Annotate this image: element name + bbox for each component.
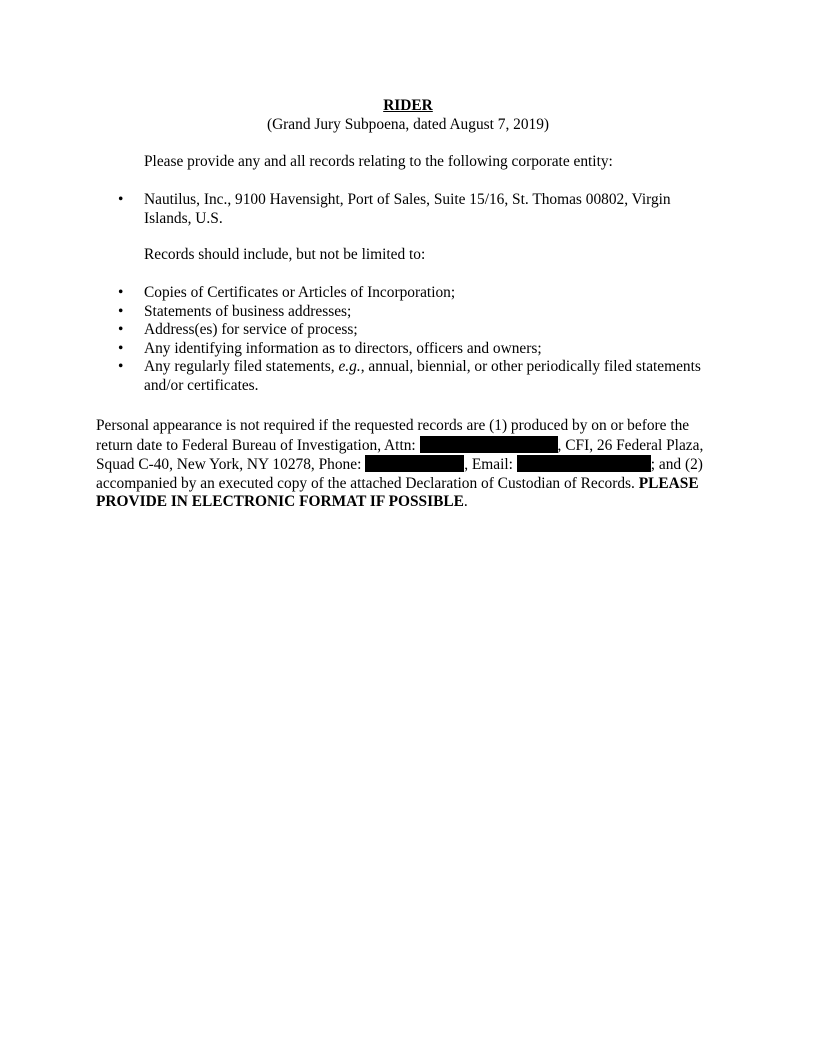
record-text bbox=[144, 358, 701, 394]
record-text: Copies of Certificates or Articles of Incorporation; bbox=[144, 284, 456, 301]
list-item bbox=[0, 191, 704, 228]
bullet-icon: • bbox=[118, 339, 124, 357]
bullet-icon: • bbox=[118, 284, 124, 301]
record-text-before: Any regularly filed statements, bbox=[144, 358, 339, 376]
closing-text-3: , Email: bbox=[464, 456, 517, 474]
bullet-icon: • bbox=[118, 302, 124, 320]
list-item bbox=[0, 340, 704, 359]
closing-text-2: , CFI, 26 Federal Plaza, Squad C-40, New York, NY 10278, Phone: bbox=[96, 436, 704, 474]
record-text: Any identifying information as to directors, officers and owners; bbox=[144, 339, 542, 357]
bullet-icon: • bbox=[118, 321, 124, 339]
list-item bbox=[0, 358, 704, 395]
entity-text: Nautilus, Inc., 9100 Havensight, Port of Sales, Suite 15/16, St. Thomas 00802, Virgin Islands, U.S. bbox=[144, 191, 671, 227]
record-text-emph: e.g. bbox=[338, 358, 361, 376]
list-item bbox=[0, 284, 704, 303]
electronic-format-notice: PLEASE PROVIDE IN ELECTRONIC FORMAT IF POSSIBLE bbox=[96, 474, 699, 511]
records-intro: Records should include, but not be limited to: bbox=[144, 246, 426, 263]
list-item bbox=[0, 321, 704, 340]
entity-list bbox=[0, 191, 816, 228]
intro-paragraph: Please provide any and all records relating to the following corporate entity: bbox=[144, 153, 613, 170]
closing-text-4: ; and (2) accompanied by an executed copy of the attached Declaration of Custodian of Records. bbox=[96, 456, 703, 492]
record-text: Address(es) for service of process; bbox=[144, 321, 358, 339]
redacted-email-block bbox=[517, 455, 651, 472]
page-subtitle: (Grand Jury Subpoena, dated August 7, 2019) bbox=[266, 116, 550, 133]
records-list bbox=[0, 284, 816, 396]
page-title: RIDER bbox=[383, 97, 433, 114]
bullet-icon: • bbox=[118, 358, 124, 376]
list-item bbox=[0, 303, 704, 322]
closing-end: . bbox=[463, 493, 468, 511]
record-text-after: , annual, biennial, or other periodically filed statements and/or certificates. bbox=[144, 358, 701, 394]
record-text: Statements of business addresses; bbox=[144, 302, 352, 320]
bullet-icon: • bbox=[118, 191, 124, 208]
closing-paragraph bbox=[96, 417, 724, 512]
redacted-name-block bbox=[420, 436, 558, 453]
redacted-phone-block bbox=[365, 455, 464, 472]
closing-text-1: Personal appearance is not required if the requested records are (1) produced by on or before the return date to Federal Bureau of Investigation, Attn: bbox=[96, 417, 690, 454]
